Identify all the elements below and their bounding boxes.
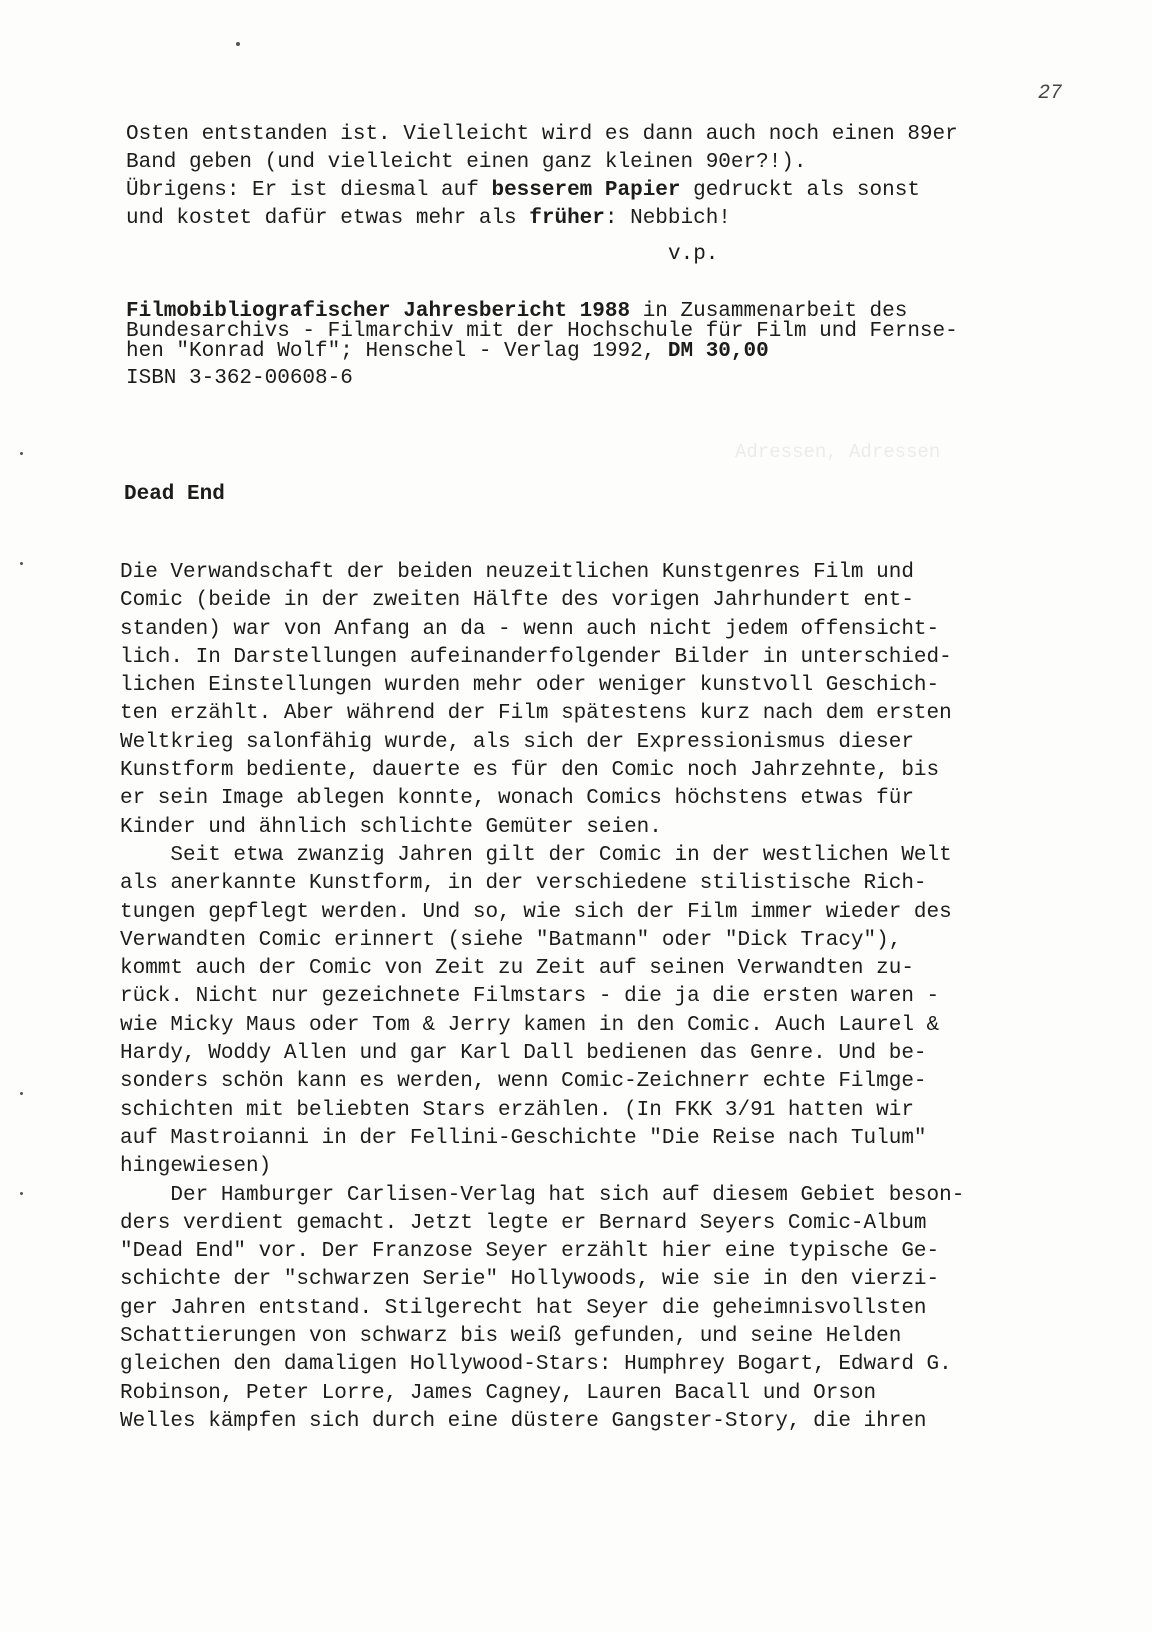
intro-paragraph bbox=[126, 121, 1072, 233]
article-line: Seit etwa zwanzig Jahren gilt der Comic in der westlichen Welt bbox=[120, 843, 952, 867]
article-line: gleichen den damaligen Hollywood-Stars: Humphrey Bogart, Edward G. bbox=[120, 1353, 952, 1377]
article-line: tungen gepflegt werden. Und so, wie sich der Film immer wieder des bbox=[120, 900, 952, 924]
page-number: 27 bbox=[1038, 82, 1063, 105]
scan-speck bbox=[20, 452, 23, 455]
article-line: standen) war von Anfang an da - wenn auch nicht jedem offensicht- bbox=[120, 617, 940, 641]
article-line: Comic (beide in der zweiten Hälfte des vorigen Jahrhundert ent- bbox=[120, 589, 914, 613]
article-line: ger Jahren entstand. Stilgerecht hat Seyer die geheimnisvollsten bbox=[120, 1296, 927, 1320]
article-line: sonders schön kann es werden, wenn Comic-Zeichnerr echte Filmge- bbox=[120, 1070, 927, 1094]
intro-line: Osten entstanden ist. Vielleicht wird es dann auch noch einen 89er bbox=[126, 123, 958, 146]
article-line: lichen Einstellungen wurden mehr oder weniger kunstvoll Geschich- bbox=[120, 674, 940, 698]
bibliography-line: Bundesarchivs - Filmarchiv mit der Hochschule für Film und Fernse- bbox=[126, 320, 958, 343]
show-through-text: Adressen, Adressen bbox=[735, 441, 941, 463]
article-line: Hardy, Woddy Allen und gar Karl Dall bedienen das Genre. Und be- bbox=[120, 1042, 927, 1066]
article-line: Kinder und ähnlich schlichte Gemüter seien. bbox=[120, 815, 662, 839]
article-body bbox=[120, 559, 1072, 1436]
article-line: Robinson, Peter Lorre, James Cagney, Lauren Bacall und Orson bbox=[120, 1381, 877, 1405]
scan-speck bbox=[20, 1092, 23, 1095]
price: DM 30,00 bbox=[667, 340, 769, 363]
article-line: lich. In Darstellungen aufeinanderfolgender Bilder in unterschied- bbox=[120, 645, 952, 669]
bibliography-title-line: Filmobibliografischer Jahresbericht 1988 in Zusammenarbeit des bbox=[126, 300, 908, 323]
intro-line-4: und kostet dafür etwas mehr als früher: Nebbich! bbox=[126, 207, 731, 230]
article-line: Kunstform bediente, dauerte es für den Comic noch Jahrzehnte, bis bbox=[120, 759, 940, 783]
bibliography-entry bbox=[126, 302, 1072, 362]
article-line: schichte der "schwarzen Serie" Hollywoods, wie sie in den vierzi- bbox=[120, 1268, 940, 1292]
article-line: Weltkrieg salonfähig wurde, als sich der Expressionismus dieser bbox=[120, 730, 914, 754]
emphasis-better-paper: besserem Papier bbox=[491, 179, 681, 202]
article-line: wie Micky Maus oder Tom & Jerry kamen in den Comic. Auch Laurel & bbox=[120, 1013, 940, 1037]
article-line: ders verdient gemacht. Jetzt legte er Bernard Seyers Comic-Album bbox=[120, 1211, 927, 1235]
intro-line: Band geben (und vielleicht einen ganz kleinen 90er?!). bbox=[126, 151, 807, 174]
article-line: als anerkannte Kunstform, in der verschiedene stilistische Rich- bbox=[120, 872, 927, 896]
article-line: er sein Image ablegen konnte, wonach Comics höchstens etwas für bbox=[120, 787, 914, 811]
article-line: ten erzählt. Aber während der Film spätestens kurz nach dem ersten bbox=[120, 702, 952, 726]
emphasis-earlier: früher bbox=[529, 207, 605, 230]
scan-speck bbox=[20, 562, 23, 565]
article-line: schichten mit beliebten Stars erzählen. (In FKK 3/91 hatten wir bbox=[120, 1098, 914, 1122]
article-line: kommt auch der Comic von Zeit zu Zeit auf seinen Verwandten zu- bbox=[120, 957, 914, 981]
isbn: ISBN 3-362-00608-6 bbox=[126, 367, 353, 390]
article-line: Der Hamburger Carlisen-Verlag hat sich auf diesem Gebiet beson- bbox=[120, 1183, 965, 1207]
signature: v.p. bbox=[668, 243, 719, 266]
article-heading: Dead End bbox=[124, 483, 225, 506]
bibliography-title: Filmobibliografischer Jahresbericht 1988 bbox=[126, 300, 631, 323]
scan-speck bbox=[20, 1192, 23, 1195]
article-line: auf Mastroianni in der Fellini-Geschichte "Die Reise nach Tulum" bbox=[120, 1126, 927, 1150]
article-line: Schattierungen von schwarz bis weiß gefunden, und seine Helden bbox=[120, 1325, 902, 1349]
article-line: Welles kämpfen sich durch eine düstere Gangster-Story, die ihren bbox=[120, 1409, 927, 1433]
scan-speck bbox=[236, 42, 240, 46]
article-line: rück. Nicht nur gezeichnete Filmstars - die ja die ersten waren - bbox=[120, 985, 940, 1009]
bibliography-line: hen "Konrad Wolf"; Henschel - Verlag 1992, DM 30,00 bbox=[126, 340, 769, 363]
article-line: "Dead End" vor. Der Franzose Seyer erzählt hier eine typische Ge- bbox=[120, 1240, 940, 1264]
article-line: Verwandten Comic erinnert (siehe "Batmann" oder "Dick Tracy"), bbox=[120, 928, 902, 952]
article-line: hingewiesen) bbox=[120, 1155, 272, 1179]
intro-line-3: Übrigens: Er ist diesmal auf besserem Papier gedruckt als sonst bbox=[126, 179, 920, 202]
article-line: Die Verwandschaft der beiden neuzeitlichen Kunstgenres Film und bbox=[120, 561, 914, 584]
